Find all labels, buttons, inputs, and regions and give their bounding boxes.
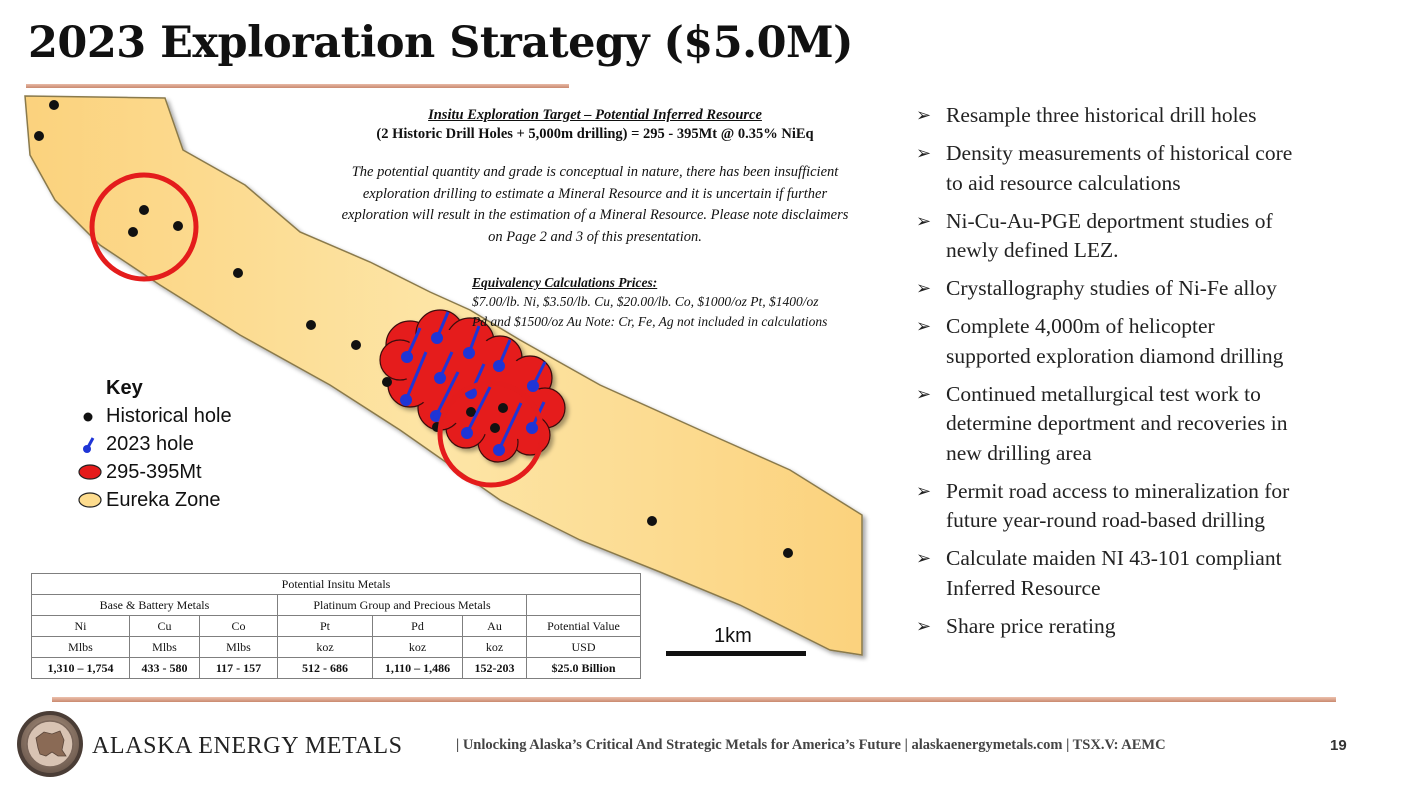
map-key [78, 374, 232, 514]
list-item: ➢ Complete 4,000m of helicopter supported exploration diamond drilling [916, 314, 1284, 368]
arrow-bullet-icon: ➢ [916, 615, 932, 637]
group-header: Platinum Group and Precious Metals [278, 595, 527, 616]
list-item: ➢ Resample three historical drill holes [916, 101, 1376, 131]
scale-bar [666, 651, 806, 656]
historical-hole [49, 100, 59, 110]
target-disclaimer [296, 162, 894, 248]
drill-hole-2023-icon [78, 430, 106, 458]
footer-rule [52, 697, 1336, 702]
value-cell: 117 - 157 [200, 658, 278, 679]
column-header: Au [463, 616, 527, 637]
key-label: Historical hole [106, 404, 232, 427]
arrow-bullet-icon: ➢ [916, 105, 932, 126]
historical-hole [128, 227, 138, 237]
key-title: Key [106, 377, 143, 399]
unit-cell: USD [527, 637, 641, 658]
eureka-zone-icon [78, 486, 106, 514]
historical-hole [351, 340, 361, 350]
list-item: ➢ Ni-Cu-Au-PGE deportment studies of newly defined LEZ. [916, 208, 1273, 262]
column-header: Co [200, 616, 278, 637]
arrow-bullet-icon: ➢ [916, 278, 932, 299]
value-cell: 1,310 – 1,754 [32, 658, 130, 679]
historical-hole [382, 377, 392, 387]
historical-hole [173, 221, 183, 231]
table-row [32, 595, 641, 616]
list-item: ➢ Crystallography studies of Ni-Fe alloy [916, 274, 1376, 304]
column-header: Cu [130, 616, 200, 637]
slide-title: 2023 Exploration Strategy ($5.0M) [28, 18, 853, 68]
resource-area-icon [78, 458, 106, 486]
page-number: 19 [1330, 737, 1347, 754]
arrow-bullet-icon: ➢ [916, 480, 932, 502]
key-label: Eureka Zone [106, 488, 221, 511]
key-label: 2023 hole [106, 432, 194, 455]
value-cell: $25.0 Billion [527, 658, 641, 679]
historical-hole [490, 423, 500, 433]
key-row [78, 486, 232, 514]
equivalency-box [472, 274, 892, 332]
column-header: Pd [373, 616, 463, 637]
key-row [78, 458, 232, 486]
list-item: ➢ Calculate maiden NI 43-101 compliant Inferred Resource [916, 546, 1282, 600]
value-cell: 512 - 686 [278, 658, 373, 679]
table-row [32, 616, 641, 637]
alaska-energy-metals-logo-icon [16, 710, 84, 778]
historical-hole [783, 548, 793, 558]
equivalency-line: $7.00/lb. Ni, $3.50/lb. Cu, $20.00/lb. Co, $1000/oz Pt, $1400/oz [472, 294, 819, 309]
unit-cell: Mlbs [200, 637, 278, 658]
table-caption: Potential Insitu Metals [32, 574, 641, 595]
historical-hole [647, 516, 657, 526]
arrow-bullet-icon: ➢ [916, 143, 932, 164]
historical-hole [306, 320, 316, 330]
title-underline [26, 84, 569, 88]
historical-hole-icon [78, 402, 106, 430]
list-item: ➢ Permit road access to mineralization for future year-round road-based drilling [916, 478, 1290, 532]
exploration-target-box [296, 106, 894, 248]
table-row [32, 574, 641, 595]
value-cell: 152-203 [463, 658, 527, 679]
value-cell: 433 - 580 [130, 658, 200, 679]
unit-cell: Mlbs [130, 637, 200, 658]
group-header: Base & Battery Metals [32, 595, 278, 616]
historical-hole [34, 131, 44, 141]
disclaimer-line: exploration will result in the estimation of a Mineral Resource. Please note disclaimers [341, 207, 849, 223]
arrow-bullet-icon: ➢ [916, 383, 932, 405]
unit-cell: koz [278, 637, 373, 658]
arrow-bullet-icon: ➢ [916, 316, 932, 337]
list-item: ➢ Share price rerating [916, 612, 1376, 642]
key-row [78, 430, 232, 458]
disclaimer-line: exploration drilling to estimate a Mineral Resource and it is uncertain if further [362, 185, 828, 202]
column-header: Pt [278, 616, 373, 637]
key-row [78, 402, 232, 430]
equivalency-line: Pd and $1500/oz Au Note: Cr, Fe, Ag not included in calculations [472, 314, 828, 329]
value-cell: 1,110 – 1,486 [373, 658, 463, 679]
key-label: 295-395Mt [106, 460, 202, 483]
list-item: ➢ Density measurements of historical core to aid resource calculations [916, 141, 1293, 195]
disclaimer-line: on Page 2 and 3 of this presentation. [488, 228, 702, 245]
brand-name: ALASKA ENERGY METALS [92, 733, 403, 759]
target-title: Insitu Exploration Target – Potential Inferred Resource [428, 107, 762, 123]
group-header-empty [527, 595, 641, 616]
unit-cell: koz [463, 637, 527, 658]
column-header: Ni [32, 616, 130, 637]
equivalency-title: Equivalency Calculations Prices: [472, 275, 658, 290]
target-formula: (2 Historic Drill Holes + 5,000m drilling) = 295 - 395Mt @ 0.35% NiEq [376, 126, 814, 142]
footer-tagline: | Unlocking Alaska’s Critical And Strategic Metals for America’s Future | alaskaenergymetals.com | TSX.V: AEMC [456, 737, 1166, 753]
column-header: Potential Value [527, 616, 641, 637]
historical-hole [233, 268, 243, 278]
table-row [32, 658, 641, 679]
disclaimer-line: The potential quantity and grade is conceptual in nature, there has been insufficient [351, 164, 839, 180]
unit-cell: Mlbs [32, 637, 130, 658]
scale-label: 1km [714, 625, 752, 647]
historical-hole [498, 403, 508, 413]
list-item: ➢ Continued metallurgical test work to determine deportment and recoveries in new drilling area [916, 381, 1288, 465]
table-row [32, 637, 641, 658]
historical-hole [139, 205, 149, 215]
potential-metals-table [31, 573, 641, 679]
strategy-bullets [916, 101, 1376, 650]
arrow-bullet-icon: ➢ [916, 548, 932, 569]
arrow-bullet-icon: ➢ [916, 210, 932, 232]
unit-cell: koz [373, 637, 463, 658]
